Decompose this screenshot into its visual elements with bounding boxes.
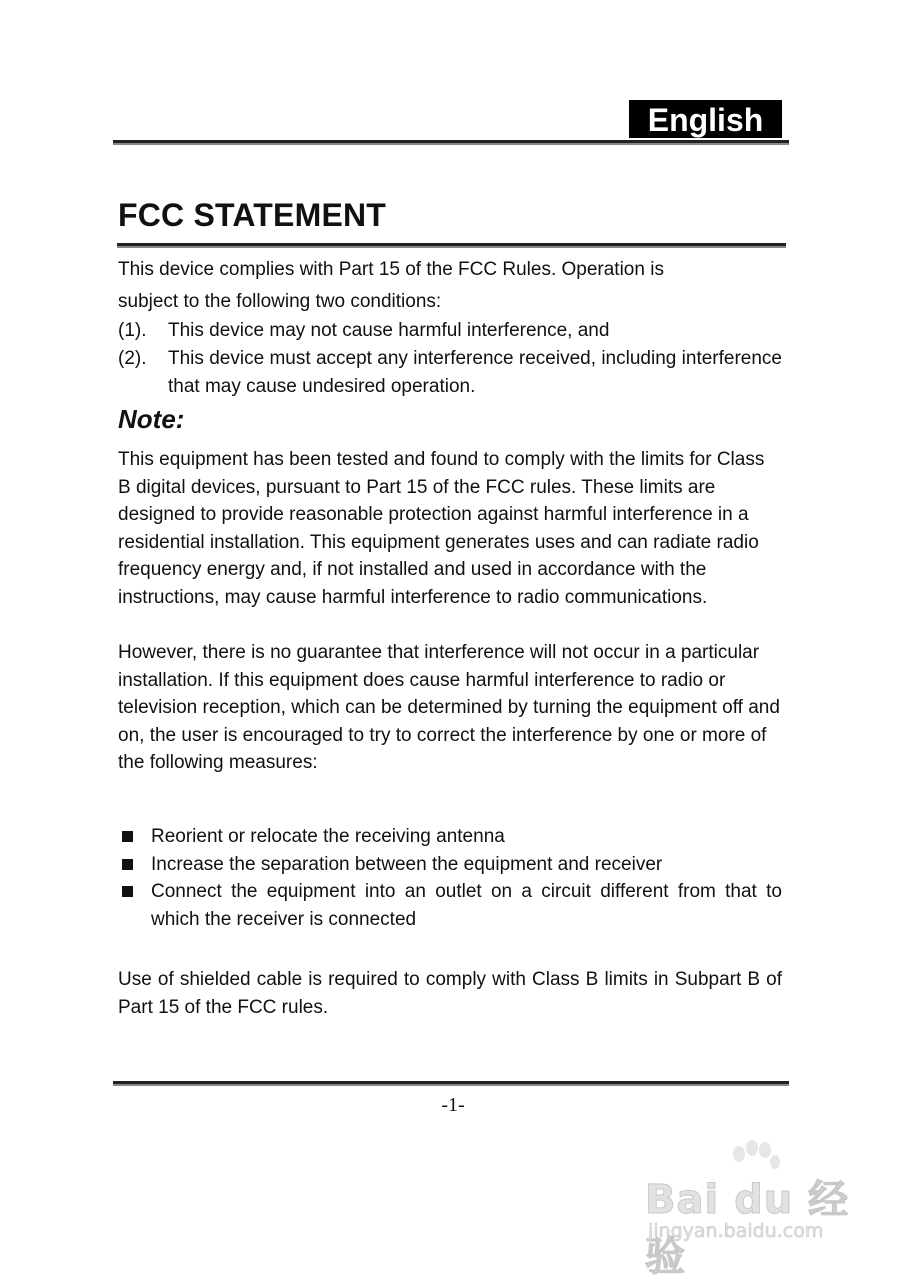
square-bullet-icon: [122, 859, 133, 870]
square-bullet-icon: [122, 831, 133, 842]
list-item: [118, 851, 782, 879]
closing-paragraph: Use of shielded cable is required to comply with Class B limits in Subpart B of Part 15 of the FCC rules.: [118, 969, 782, 1018]
page-title: FCC STATEMENT: [118, 197, 387, 233]
footer-divider: [113, 1081, 789, 1086]
watermark-url: jingyan.baidu.com: [648, 1220, 824, 1242]
list-item: [118, 823, 782, 851]
intro-line-2: subject to the following two conditions:: [118, 291, 442, 312]
note-paragraph: However, there is no guarantee that interference will not occur in a particular installation. If this equipment does cause harmful interference to radio or television reception, which can be determined by turning the equipment off and on, the user is encouraged to try to correct the interference by one or more of the following measures:: [118, 642, 780, 773]
watermark-brand: Bai du 经验: [645, 1177, 850, 1280]
condition-text: This device must accept any interference received, including interference that may cause undesired operation.: [168, 348, 782, 397]
title-divider: [117, 243, 786, 248]
header-divider: [113, 140, 789, 145]
condition-item: [118, 345, 782, 400]
intro-line-1: This device complies with Part 15 of the FCC Rules. Operation is: [118, 259, 664, 280]
language-badge: English: [629, 100, 782, 138]
note-heading: Note:: [118, 404, 185, 434]
condition-number: (2).: [118, 348, 147, 369]
measures-list: [118, 823, 782, 933]
note-paragraph: This equipment has been tested and found to comply with the limits for Class B digital devices, pursuant to Part 15 of the FCC rules. These limits are designed to provide reasonable protection against harmful interference in a residential installation. This equipment generates uses and can radiate radio frequency energy and, if not installed and used in accordance with the instructions, may cause harmful interference to radio communications.: [118, 449, 765, 608]
list-item: [118, 878, 782, 933]
page-number: -1-: [441, 1094, 465, 1116]
condition-item: [118, 317, 782, 345]
measure-text: Reorient or relocate the receiving antenna: [151, 826, 505, 847]
measure-text: Increase the separation between the equipment and receiver: [151, 853, 663, 875]
square-bullet-icon: [122, 886, 133, 897]
measure-text: Connect the equipment into an outlet on a circuit different from that to which the receiver is connected: [151, 881, 782, 930]
condition-text: This device may not cause harmful interference, and: [168, 320, 610, 341]
baidu-watermark: [640, 1140, 860, 1280]
condition-number: (1).: [118, 320, 147, 341]
